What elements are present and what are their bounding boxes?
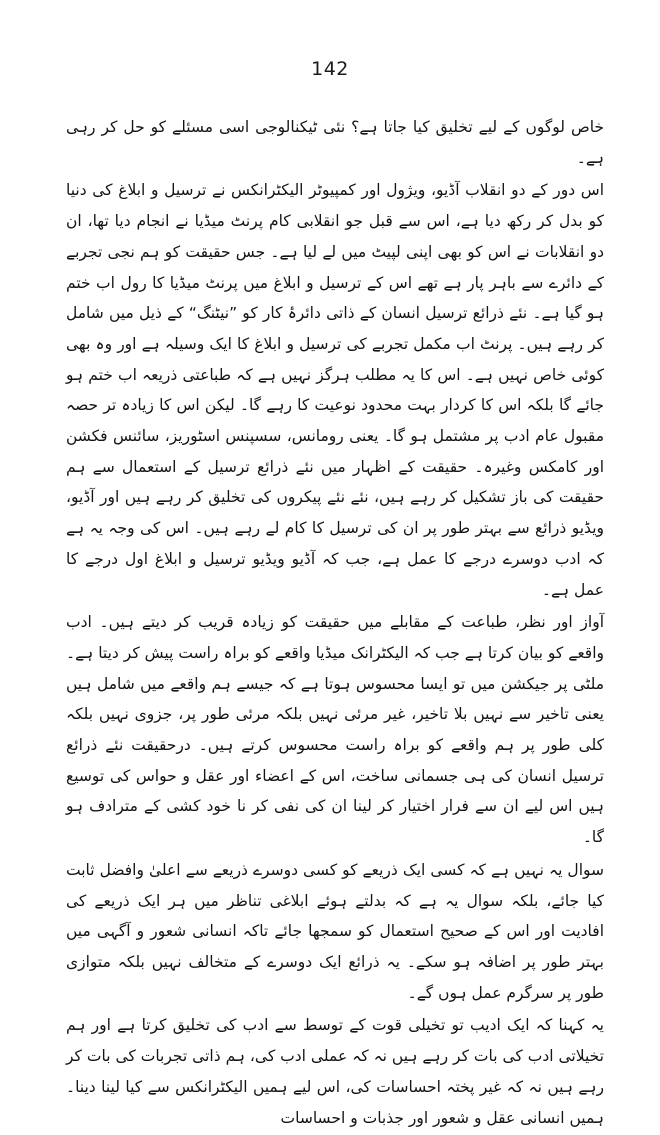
paragraph: خاص لوگوں کے لیے تخلیق کیا جاتا ہے؟ نئی ٹیکنالوجی اسی مسئلے کو حل کر رہی ہے۔ — [66, 118, 604, 167]
body-text — [66, 112, 604, 1135]
paragraph: یہ کہنا کہ ایک ادیب تو تخیلی قوت کے توسط سے ادب کی تخلیق کرتا ہے اور ہم تخیلاتی ادب کی بات کر رہے ہیں نہ کہ عملی ادب کی، ہم ذاتی تجربات کی بات کر رہے ہیں نہ کہ غیر پختہ احساسات کی، اس لیے ہمیں الیکٹرانکس سے کیا لینا دینا۔ ہمیں انسانی عقل و شعور اور جذبات و احساسات — [66, 1016, 604, 1127]
paragraph: اس دور کے دو انقلاب آڈیو، ویژول اور کمپیوٹر الیکٹرانکس نے ترسیل و ابلاغ کی دنیا کو بدل کر رکھ دیا ہے، اس سے قبل جو انقلابی کام پرنٹ میڈیا نے انجام دیا تھا، ان دو انقلابات نے اس کو بھی اپنی لپیٹ میں لے لیا ہے۔ جس حقیقت کو ہم نجی تجربے کے دائرے سے باہر پار ہے تھے اس کے ترسیل و ابلاغ میں پرنٹ میڈیا کا رول اب ختم ہو گیا ہے۔ نئے ذرائع ترسیل انسان کے ذاتی دائرۂ کار کو ”نیٹنگ“ کے ذیل میں شامل کر رہے ہیں۔ پرنٹ اب مکمل تجربے کی ترسیل و ابلاغ کا ایک وسیلہ ہے اور وہ بھی کوئی خاص نہیں ہے۔ اس کا یہ مطلب ہرگز نہیں ہے کہ طباعتی ذریعہ اب ختم ہو جائے گا بلکہ اس کا کردار بہت محدود نوعیت کا رہے گا۔ لیکن اس کا زیادہ تر حصہ مقبول عام ادب پر مشتمل ہو گا۔ یعنی رومانس، سسپنس اسٹوریز، سائنس فکشن اور کامکس وغیرہ۔ حقیقت کے اظہار میں نئے ذرائع ترسیل کے استعمال سے ہم حقیقت کی باز تشکیل کر رہے ہیں، نئے نئے پیکروں کی تخلیق کر رہے ہیں اور آڈیو، ویڈیو ذرائع سے بہتر طور پر ان کی ترسیل کا کام لے رہے ہیں۔ اس کی وجہ یہ ہے کہ ادب دوسرے درجے کا عمل ہے، جب کہ آڈیو ویڈیو ترسیل و ابلاغ اول درجے کا عمل ہے۔ — [66, 181, 604, 599]
paragraph: سوال یہ نہیں ہے کہ کسی ایک ذریعے کو کسی دوسرے ذریعے سے اعلیٰ وافضل ثابت کیا جائے، بلکہ سوال یہ ہے کہ بدلتے ہوئے ابلاغی تناظر میں ہر ایک ذریعے کی افادیت اور اس کے صحیح استعمال کو سمجھا جائے تاکہ انسانی شعور و آگہی میں بہتر طور پر اضافہ ہو سکے۔ یہ ذرائع ایک دوسرے کے متخالف نہیں بلکہ متوازی طور پر سرگرم عمل ہوں گے۔ — [66, 860, 604, 1002]
paragraph: آواز اور نظر، طباعت کے مقابلے میں حقیقت کو زیادہ قریب کر دیتے ہیں۔ ادب واقعے کو بیان کرتا ہے جب کہ الیکٹرانک میڈیا واقعے کو براہ راست پیش کر دیتا ہے۔ ملٹی پر جیکشن میں تو ایسا محسوس ہوتا ہے کہ جیسے ہم واقعے میں شامل ہیں یعنی تاخیر سے نہیں بلا تاخیر، غیر مرئی نہیں بلکہ مرئی طور پر، جزوی نہیں بلکہ کلی طور پر ہم واقعے کو براہ راست محسوس کرتے ہیں۔ درحقیقت نئے ذرائع ترسیل انسان کی ہی جسمانی ساخت، اس کے اعضاء اور عقل و حواس کی توسیع ہیں اس لیے ان سے فرار اختیار کر لینا ان کی نفی کر نا خود کشی کے مترادف ہو گا۔ — [66, 613, 604, 847]
page-number: 142 — [311, 58, 349, 80]
